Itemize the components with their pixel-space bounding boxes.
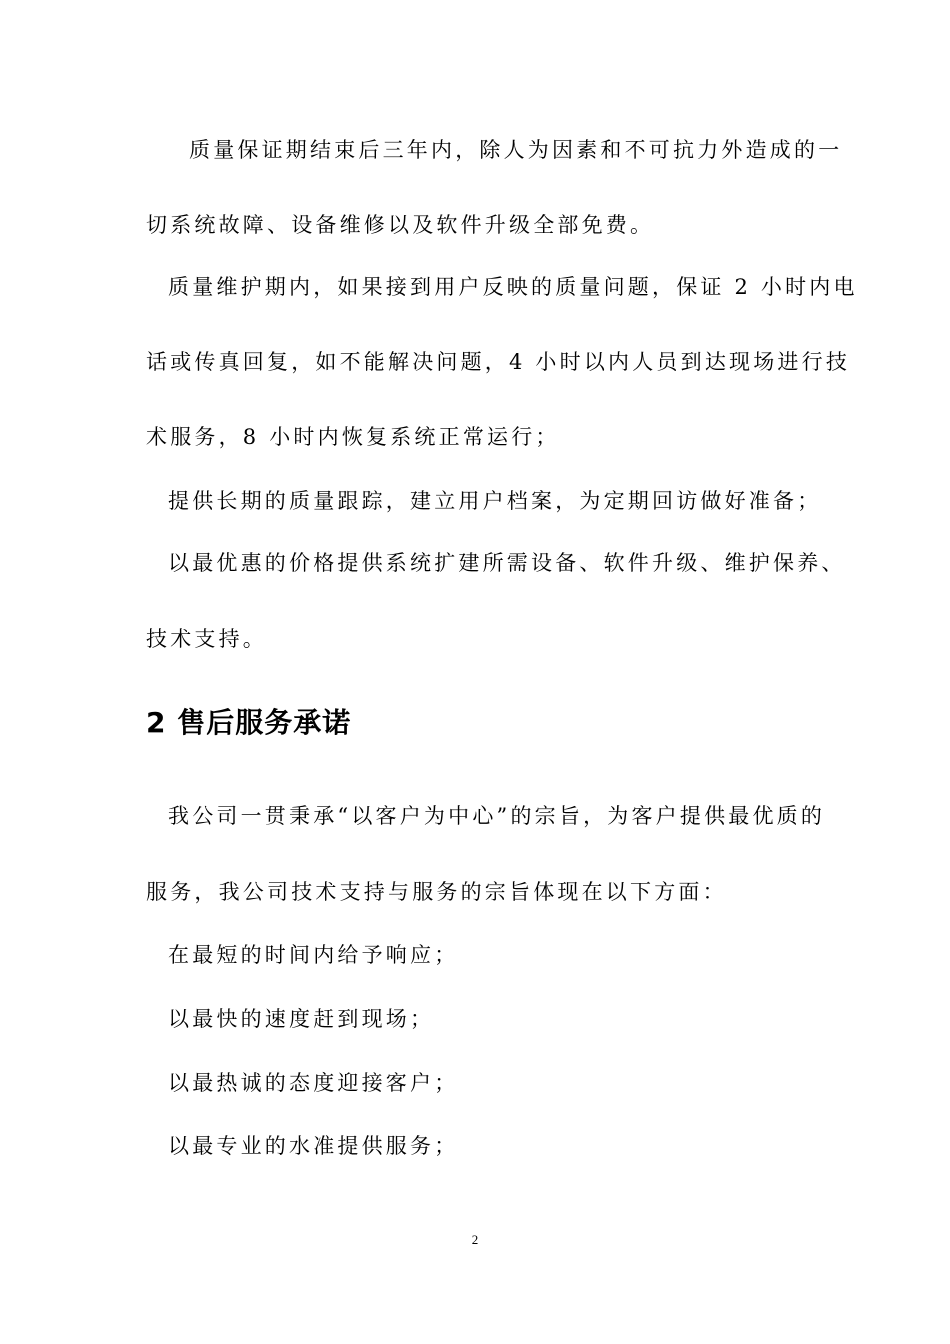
list-item-professional: 以最专业的水准提供服务； — [168, 1134, 459, 1158]
section-heading: 2 售后服务承诺 — [146, 706, 352, 739]
paragraph-commitment-line-2: 服务，我公司技术支持与服务的宗旨体现在以下方面： — [146, 880, 727, 904]
paragraph-pricing-line-1: 以最优惠的价格提供系统扩建所需设备、软件升级、维护保养、 — [168, 551, 846, 575]
paragraph-warranty-line-1: 质量保证期结束后三年内，除人为因素和不可抗力外造成的一 — [189, 138, 843, 162]
paragraph-maintenance-line-1: 质量维护期内，如果接到用户反映的质量问题，保证 2 小时内电 — [168, 275, 858, 299]
list-item-attitude: 以最热诚的态度迎接客户； — [168, 1071, 459, 1095]
page-number: 2 — [471, 1232, 479, 1247]
list-item-response: 在最短的时间内给予响应； — [168, 943, 459, 967]
paragraph-maintenance-line-2: 话或传真回复，如不能解决问题，4 小时以内人员到达现场进行技 — [146, 350, 851, 374]
paragraph-pricing-line-2: 技术支持。 — [146, 627, 267, 651]
paragraph-warranty-line-2: 切系统故障、设备维修以及软件升级全部免费。 — [146, 213, 655, 237]
list-item-speed: 以最快的速度赶到现场； — [168, 1007, 435, 1031]
paragraph-maintenance-line-3: 术服务，8 小时内恢复系统正常运行； — [146, 425, 560, 449]
paragraph-commitment-line-1: 我公司一贯秉承“以客户为中心”的宗旨，为客户提供最优质的 — [168, 804, 826, 828]
paragraph-tracking-line-1: 提供长期的质量跟踪，建立用户档案，为定期回访做好准备； — [168, 489, 822, 513]
